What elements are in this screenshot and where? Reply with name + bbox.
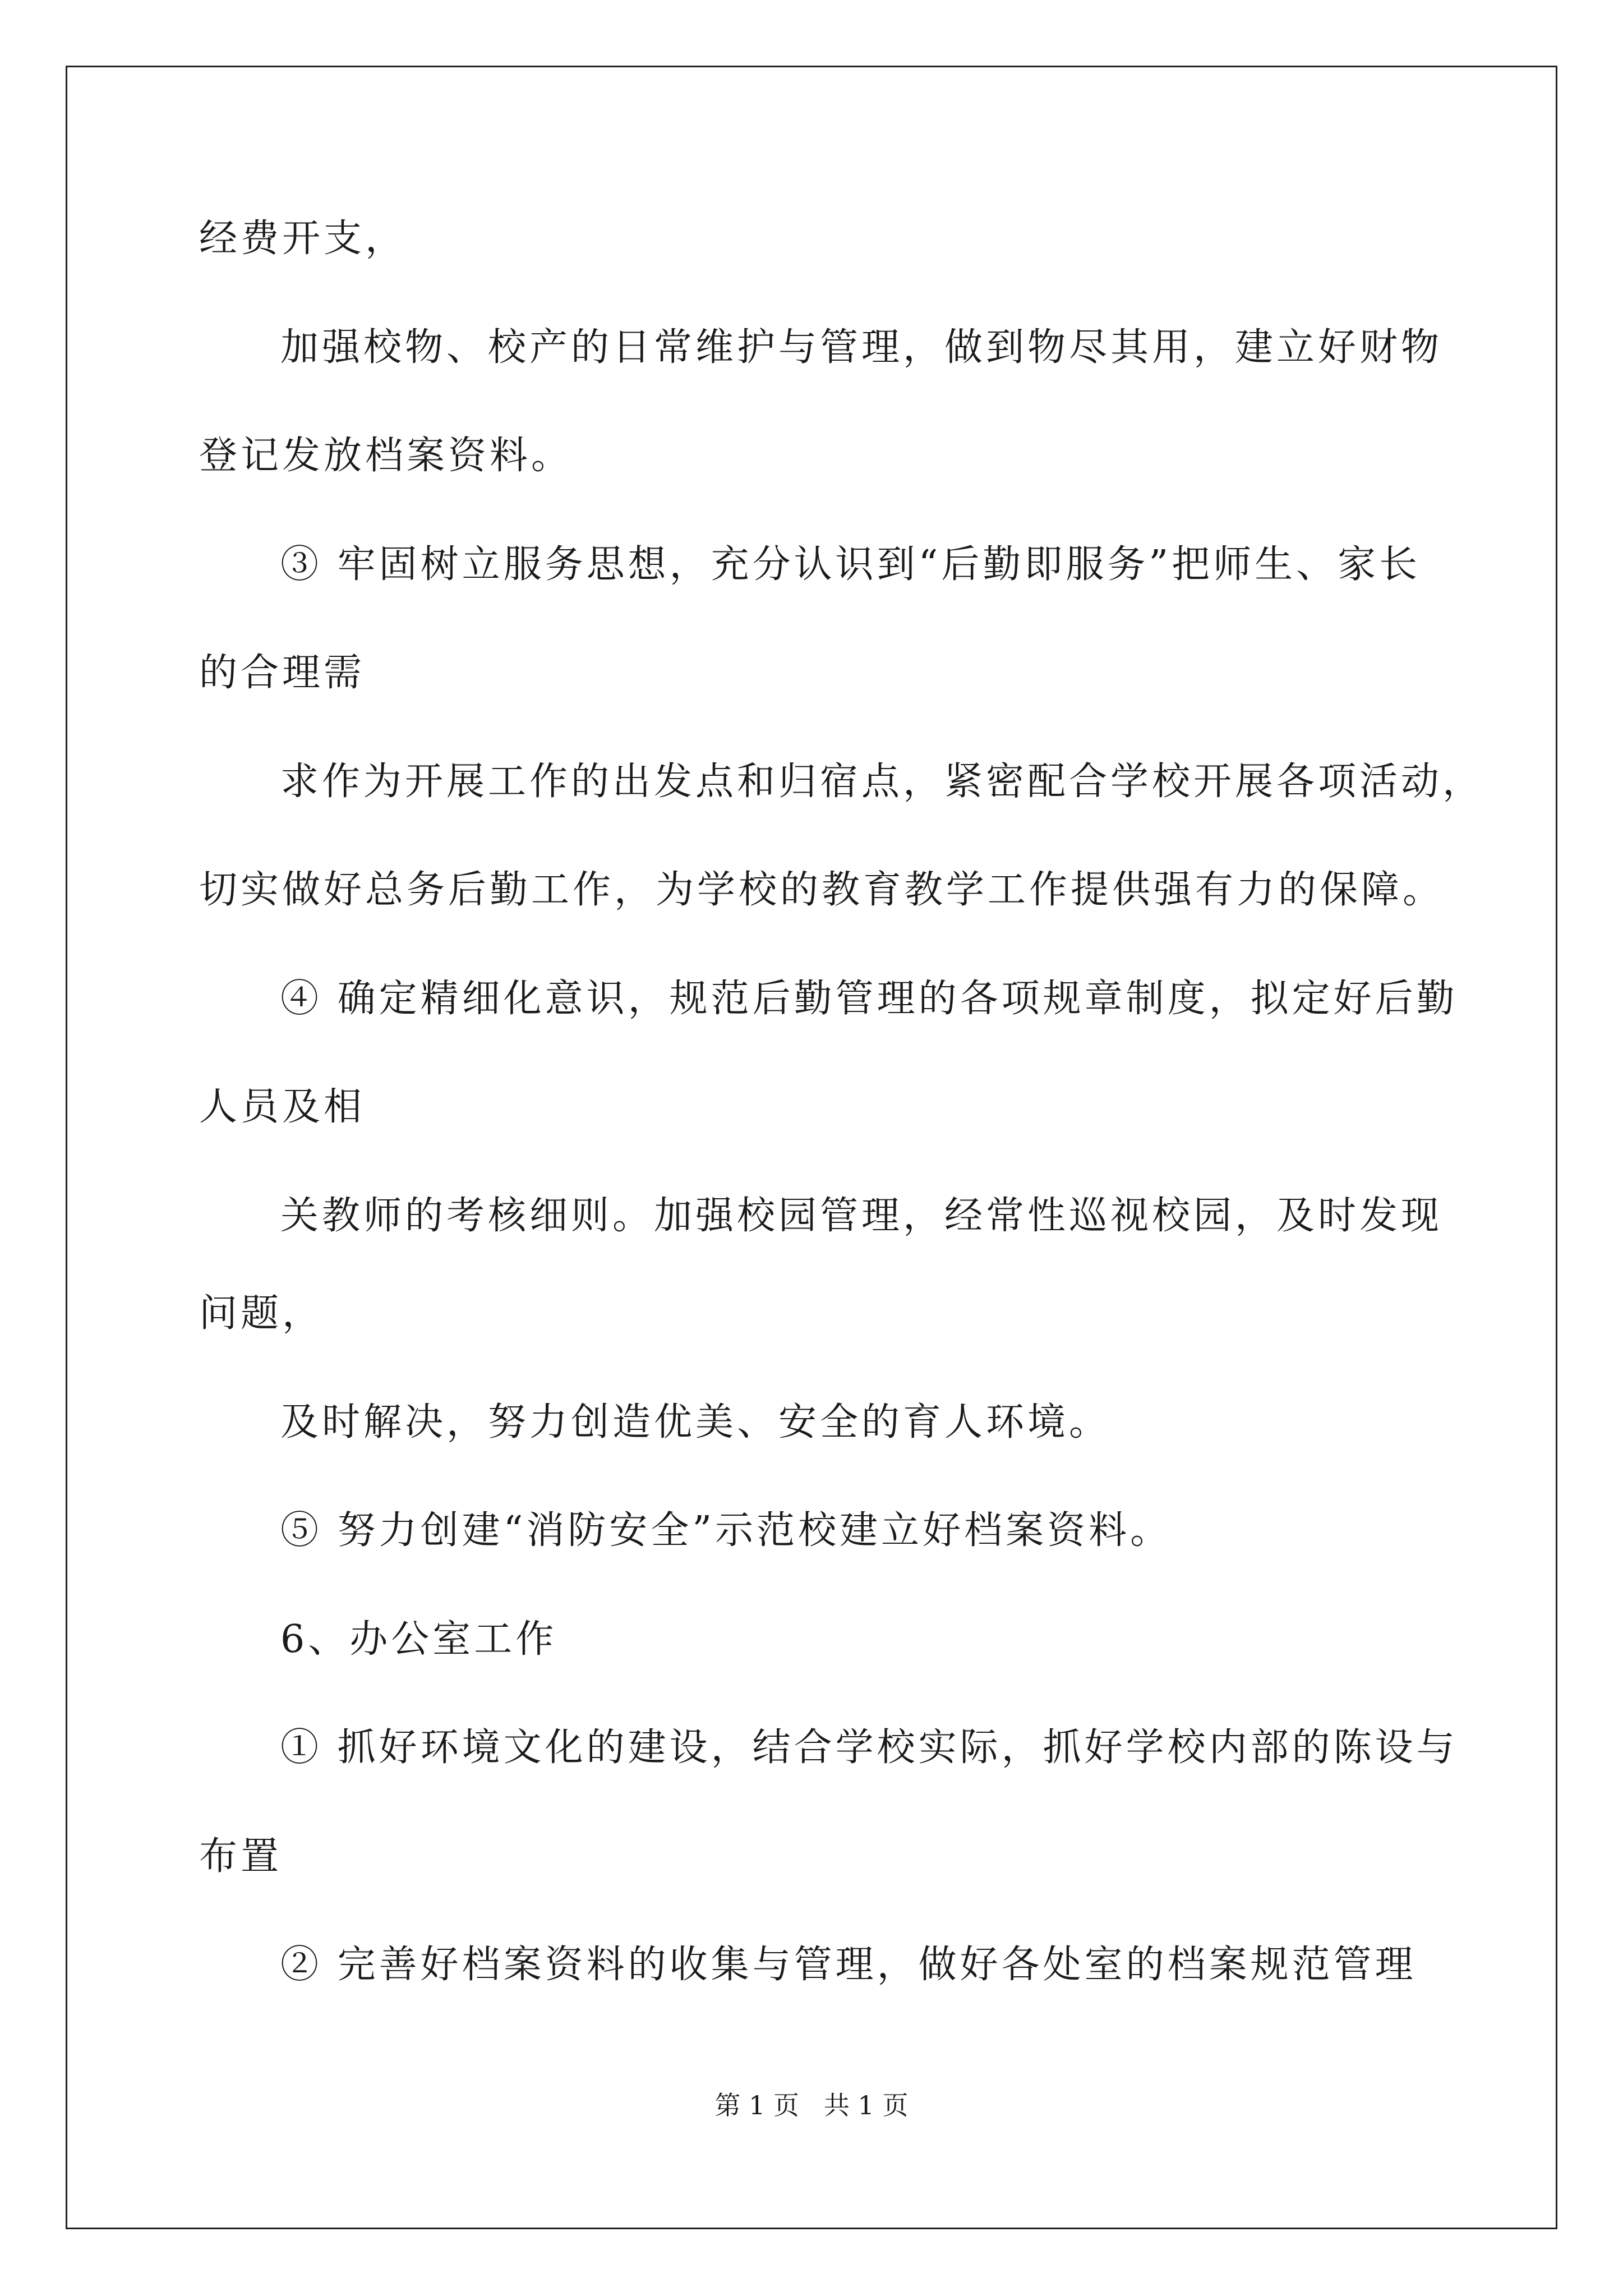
body-line-5: 的合理需 (199, 651, 366, 695)
page-border (66, 66, 1557, 2229)
body-line-2: 加强校物、校产的日常维护与管理，做到物尽其用，建立好财物 (280, 325, 1443, 370)
body-line-4: ③ 牢固树立服务思想，充分认识到“后勤即服务”把师生、家长 (280, 542, 1421, 587)
body-line-11: 问题， (199, 1291, 324, 1336)
page-number: 第 1 页 (714, 2090, 800, 2120)
body-line-7: 切实做好总务后勤工作，为学校的教育教学工作提供强有力的保障。 (199, 868, 1445, 912)
body-line-6: 求作为开展工作的出发点和归宿点，紧密配合学校开展各项活动， (280, 760, 1484, 804)
body-line-13: ⑤ 努力创建“消防安全”示范校建立好档案资料。 (280, 1508, 1172, 1553)
page-total: 共 1 页 (823, 2090, 909, 2120)
body-line-9: 人员及相 (199, 1085, 366, 1129)
page-footer (0, 2090, 1623, 2121)
body-line-14: 6、办公室工作 (280, 1617, 557, 1662)
body-line-16: 布置 (199, 1834, 283, 1879)
body-line-12: 及时解决，努力创造优美、安全的育人环境。 (280, 1400, 1111, 1444)
body-line-1: 经费开支， (199, 217, 407, 261)
body-line-17: ② 完善好档案资料的收集与管理，做好各处室的档案规范管理 (280, 1943, 1417, 1987)
body-line-8: ④ 确定精细化意识，规范后勤管理的各项规章制度，拟定好后勤 (280, 977, 1458, 1021)
body-line-3: 登记发放档案资料。 (199, 434, 573, 478)
body-line-15: ① 抓好环境文化的建设，结合学校实际，抓好学校内部的陈设与 (280, 1726, 1458, 1770)
body-line-10: 关教师的考核细则。加强校园管理，经常性巡视校园，及时发现 (280, 1194, 1443, 1238)
